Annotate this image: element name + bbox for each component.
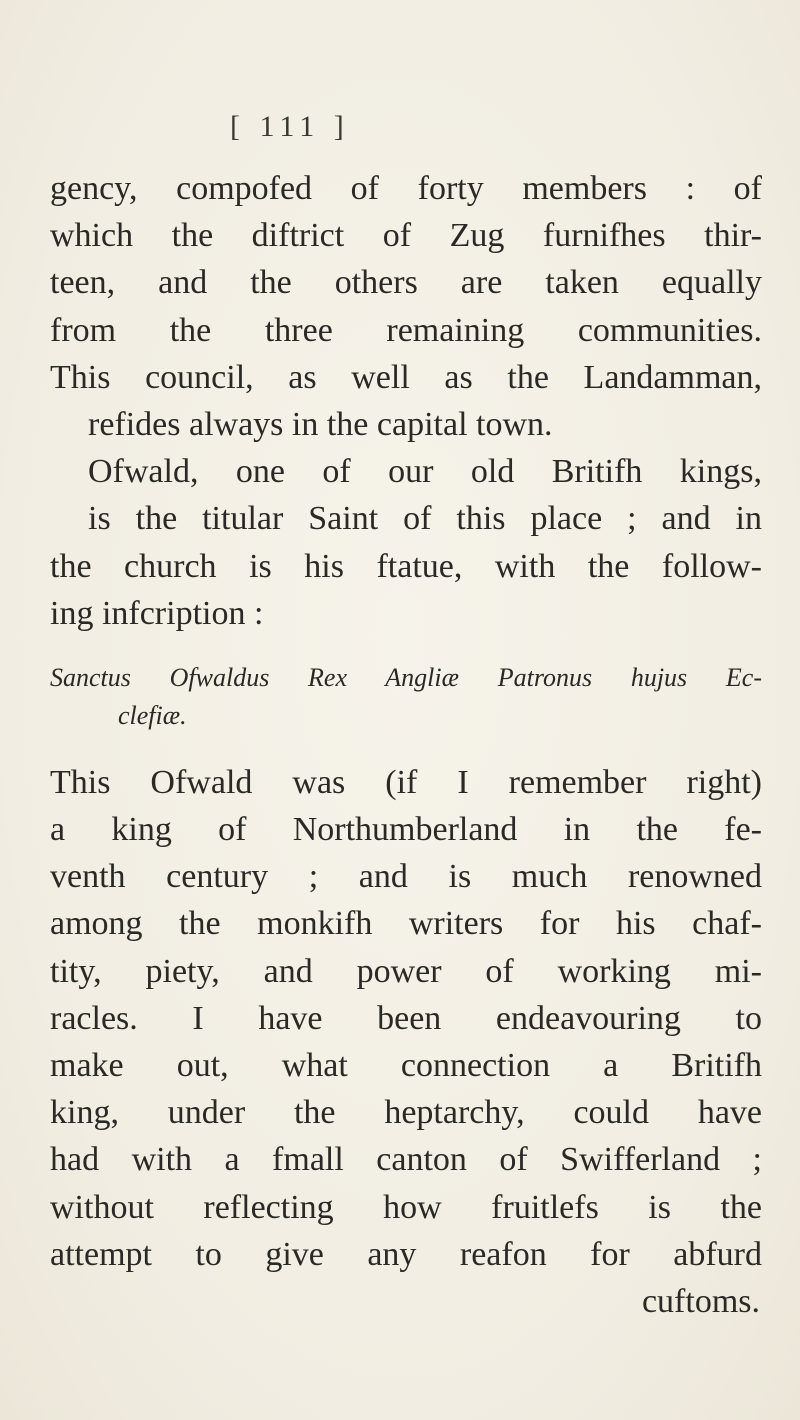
text-line: refides always in the capital town. bbox=[88, 405, 553, 443]
text-line: from the three remaining communities. bbox=[50, 311, 762, 349]
text-line: had with a fmall canton of Swifferland ; bbox=[50, 1141, 762, 1179]
paragraph-3 bbox=[50, 759, 762, 1325]
text-line: king, under the heptarchy, could have bbox=[50, 1094, 762, 1132]
text-line: tity, piety, and power of working mi- bbox=[50, 952, 762, 990]
text-line: among the monkifh writers for his chaf- bbox=[50, 905, 762, 943]
text-line: a king of Northumberland in the fe- bbox=[50, 811, 762, 849]
text-line: is the titular Saint of this place ; and in bbox=[88, 500, 762, 538]
body-text bbox=[50, 165, 762, 1325]
text-line: attempt to give any reafon for abfurd bbox=[50, 1235, 762, 1273]
text-line: gency, compofed of forty members : of bbox=[50, 170, 762, 207]
page-number-header: [ 111 ] bbox=[230, 110, 350, 143]
inscription-quote bbox=[50, 659, 762, 735]
inscription-line: clefiæ. bbox=[118, 700, 187, 730]
text-line: This Ofwald was (if I remember right) bbox=[50, 763, 762, 801]
text-line: the church is his ftatue, with the follow- bbox=[50, 547, 762, 585]
paragraph-1 bbox=[50, 165, 762, 448]
text-line: racles. I have been endeavouring to bbox=[50, 999, 762, 1037]
catchword: cuftoms. bbox=[641, 1282, 760, 1320]
paragraph-2 bbox=[50, 448, 762, 637]
text-line: This council, as well as the Landamman, bbox=[50, 358, 762, 396]
text-line: ing infcription : bbox=[50, 594, 264, 632]
text-line: which the diftrict of Zug furnifhes thir- bbox=[50, 217, 762, 255]
text-line: make out, what connection a Britifh bbox=[50, 1047, 762, 1084]
text-line: teen, and the others are taken equally bbox=[50, 264, 762, 302]
inscription-line: Sanctus Ofwaldus Rex Angliæ Patronus hujus Ec- bbox=[50, 662, 762, 692]
text-line: venth century ; and is much renowned bbox=[50, 858, 762, 896]
text-line: Ofwald, one of our old Britifh kings, bbox=[88, 453, 762, 491]
text-line: without reflecting how fruitlefs is the bbox=[50, 1188, 762, 1226]
